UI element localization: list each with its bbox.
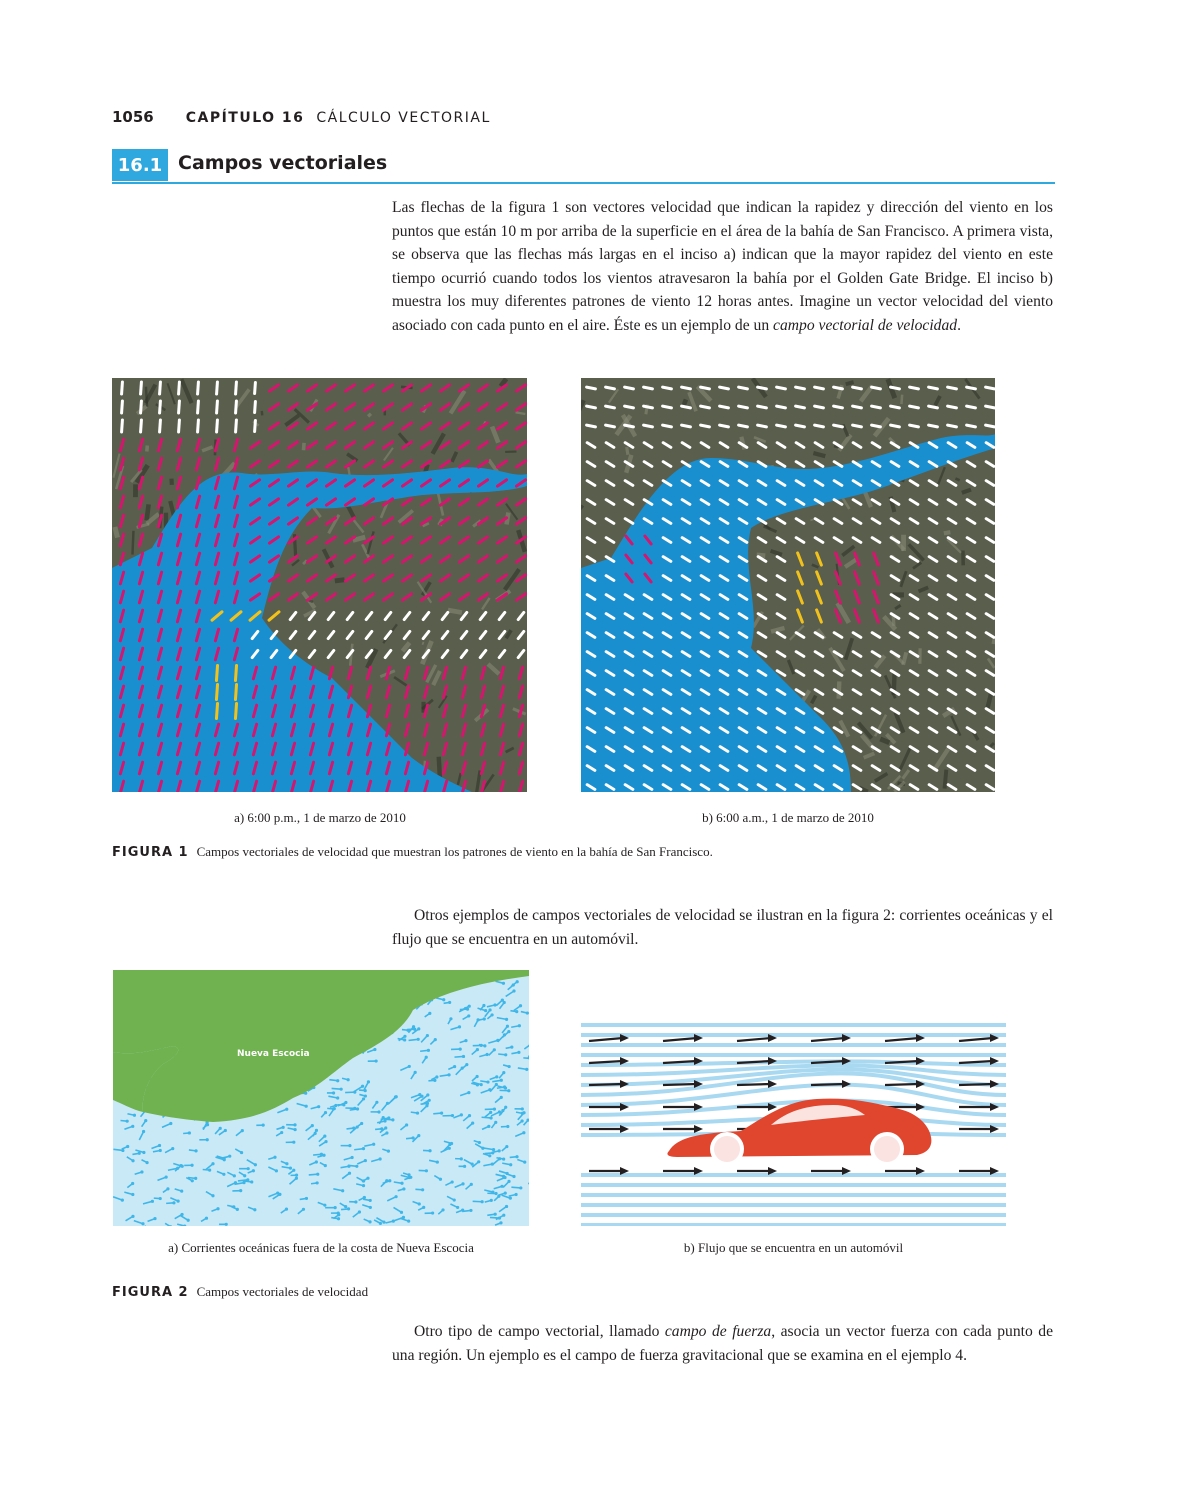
figure-2a-caption: a) Corrientes oceánicas fuera de la costa de Nueva Escocia: [168, 1240, 474, 1255]
page-number: 1056: [112, 108, 154, 126]
section-rule: [112, 182, 1055, 184]
section-title: Campos vectoriales: [178, 152, 388, 174]
figure-1-label: FIGURA 1: [112, 845, 189, 860]
paragraph-intro-text: Las flechas de la figura 1 son vectores velocidad que indican la rapidez y dirección del viento en los puntos que están 10 m por arriba de la superficie en el área de la bahía de San Francisco. A primera vista, se observa que las flechas más largas en el inciso a) indican que la mayor rapidez del viento en este tiempo ocurrió cuando todos los vientos atravesaron la bahía por el Golden Gate Bridge. El inciso b) muestra los muy diferentes patrones de viento 12 horas antes. Imagine un vector velocidad del viento asociado con cada punto en el aire. Éste es un ejemplo de un: [392, 199, 1053, 334]
figure-2b-caption: b) Flujo que se encuentra en un automóvil: [683, 1240, 904, 1255]
figure-1-caption: [112, 844, 713, 860]
paragraph-other-examples: Otros ejemplos de campos vectoriales de velocidad se ilustran en la figura 2: corrientes oceánicas y el flujo que se encuentra en un automóvil.: [392, 907, 1053, 948]
figure-2-label: FIGURA 2: [112, 1285, 189, 1300]
term-velocity-field: campo vectorial de velocidad: [773, 316, 958, 334]
ocean-currents-map: [113, 970, 529, 1226]
map-label-nova-scotia: Nueva Escocia: [237, 1049, 310, 1059]
paragraph-force-field-text: Otro tipo de campo vectorial, llamado: [414, 1323, 665, 1340]
car-front-hub: [714, 1136, 740, 1162]
section-number: 16.1: [112, 149, 168, 181]
car-airflow-diagram: [581, 1019, 1006, 1226]
chapter-title: CÁLCULO VECTORIAL: [316, 110, 491, 126]
figure-2-caption-text: Campos vectoriales de velocidad: [196, 1284, 369, 1299]
figure-1b-caption: b) 6:00 a.m., 1 de marzo de 2010: [702, 810, 874, 825]
car-rear-hub: [874, 1136, 900, 1162]
paragraph-intro-end: .: [957, 316, 961, 334]
running-header: [112, 108, 491, 126]
figure-1-caption-text: Campos vectoriales de velocidad que muestran los patrones de viento en la bahía de San Francisco.: [196, 844, 713, 859]
figure-1a-caption: a) 6:00 p.m., 1 de marzo de 2010: [234, 810, 406, 825]
wind-field-map-evening: [112, 378, 528, 792]
wind-field-map-morning: [581, 378, 995, 792]
paragraph-force-field-end: , asocia un vector fuerza con cada punto de una región. Un ejemplo es el campo de fuerza gravitacional que se examina en el ejemplo 4.: [392, 1323, 1053, 1364]
chapter-label: CAPÍTULO 16: [185, 110, 305, 126]
paragraph-intro: [392, 196, 1053, 337]
paragraph-force-field: [392, 1320, 1053, 1367]
term-force-field: campo de fuerza: [664, 1323, 772, 1340]
figure-2-caption: [112, 1284, 368, 1300]
